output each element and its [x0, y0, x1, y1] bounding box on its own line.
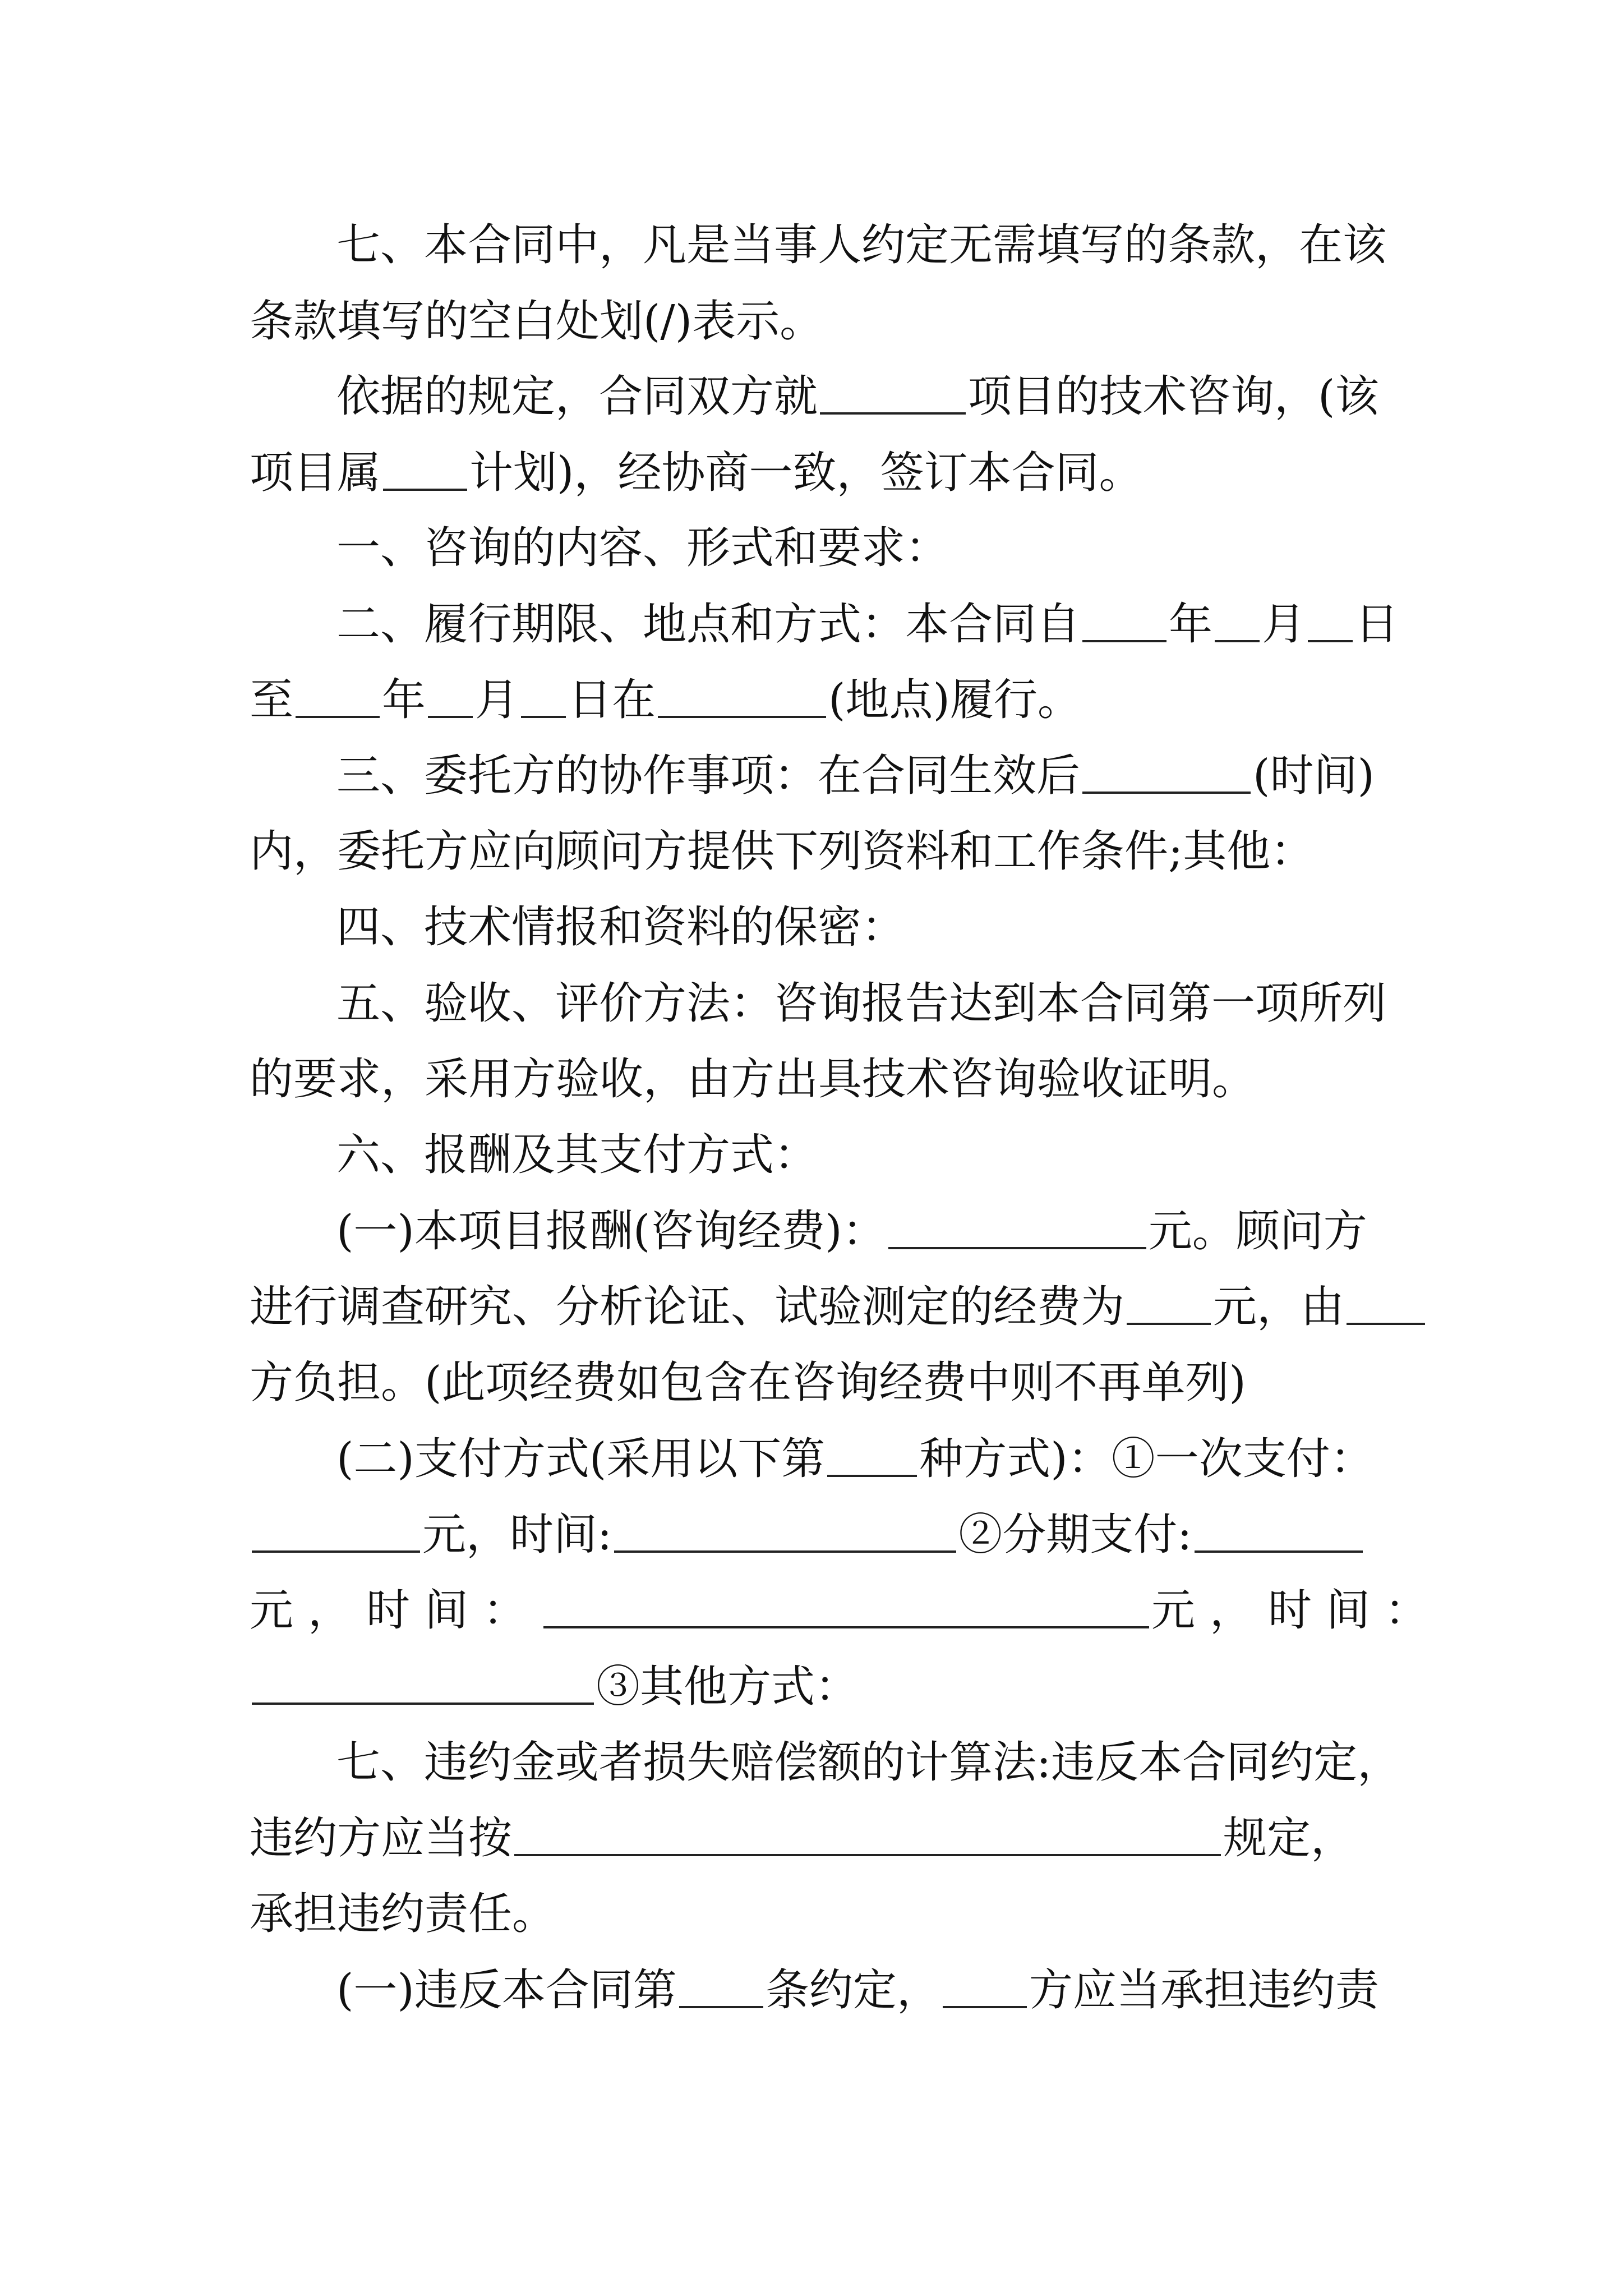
paragraph-line: 进行调查研究、分析论证、试验测定的经费为 元，由 — [250, 1271, 1380, 1343]
section-heading: 六、报酬及其支付方式： — [336, 1130, 818, 1180]
blank-underline — [1195, 1510, 1363, 1553]
paragraph-line: 三、委托方的协作事项：在合同生效后 (时间) — [336, 751, 1375, 801]
blank-underline — [1215, 600, 1260, 642]
section-heading: 一、咨询的内容、形式和要求： — [336, 523, 949, 573]
blank-underline — [614, 1510, 956, 1553]
paragraph-line: 的要求，采用方验收，由方出具技术咨询验收证明。 — [250, 1054, 1256, 1105]
paragraph-line: (一)违反本合同第 条约定， 方应当承担违约责 — [336, 1965, 1379, 2016]
paragraph-line: 依据的规定，合同双方就 项目的技术咨询，(该 — [336, 371, 1379, 422]
blank-underline — [820, 372, 966, 415]
paragraph-line: 七、本合同中，凡是当事人约定无需填写的条款，在该 — [336, 220, 1387, 270]
blank-underline — [1082, 600, 1166, 642]
blank-underline — [827, 1434, 917, 1477]
blank-underline — [383, 448, 467, 491]
blank-underline — [252, 1510, 420, 1553]
blank-underline — [1308, 600, 1353, 642]
paragraph-line: 项目属 计划)，经协商一致，签订本合同。 — [250, 448, 1143, 498]
blank-underline — [1347, 1282, 1425, 1325]
paragraph-line: 至 年 月 日在 (地点)履行。 — [250, 675, 1081, 725]
blank-underline — [943, 1966, 1027, 2008]
blank-underline — [658, 675, 826, 718]
paragraph-line: 元，时间： 元，时间： — [250, 1585, 1444, 1636]
paragraph-line: 内，委托方应向顾问方提供下列资料和工作条件;其他： — [250, 826, 1315, 877]
paragraph-line: 承担违约责任。 — [250, 1889, 556, 1939]
blank-underline — [679, 1966, 763, 2008]
paragraph-line: (一)本项目报酬(咨询经费)： 元。顾问方 — [336, 1206, 1367, 1257]
paragraph-line: 元，时间: ②分期支付: — [250, 1498, 1380, 1571]
blank-underline — [1127, 1282, 1211, 1325]
section-heading: 四、技术情报和资料的保密： — [336, 902, 906, 953]
paragraph-line: 条款填写的空白处划(/)表示。 — [250, 296, 824, 347]
blank-underline — [888, 1207, 1146, 1249]
paragraph-line: 二、履行期限、地点和方式：本合同自 年 月 日 — [336, 599, 1399, 650]
blank-underline — [521, 675, 566, 718]
paragraph-line: (二)支付方式(采用以下第 种方式)：①一次支付： — [336, 1434, 1374, 1484]
paragraph-line: 方负担。(此项经费如包含在咨询经费中则不再单列) — [250, 1358, 1246, 1408]
blank-underline — [1082, 751, 1251, 794]
paragraph-line: 五、验收、评价方法：咨询报告达到本合同第一项所列 — [336, 978, 1387, 1029]
paragraph-line: ③其他方式： — [250, 1650, 1380, 1723]
paragraph-line: 违约方应当按 规定， — [250, 1813, 1355, 1864]
blank-underline — [428, 675, 473, 718]
blank-underline — [252, 1662, 594, 1705]
blank-underline — [296, 675, 380, 718]
blank-underline — [543, 1586, 1149, 1628]
paragraph-line: 七、违约金或者损失赔偿额的计算法:违反本合同约定， — [336, 1737, 1401, 1788]
blank-underline — [514, 1814, 1221, 1856]
